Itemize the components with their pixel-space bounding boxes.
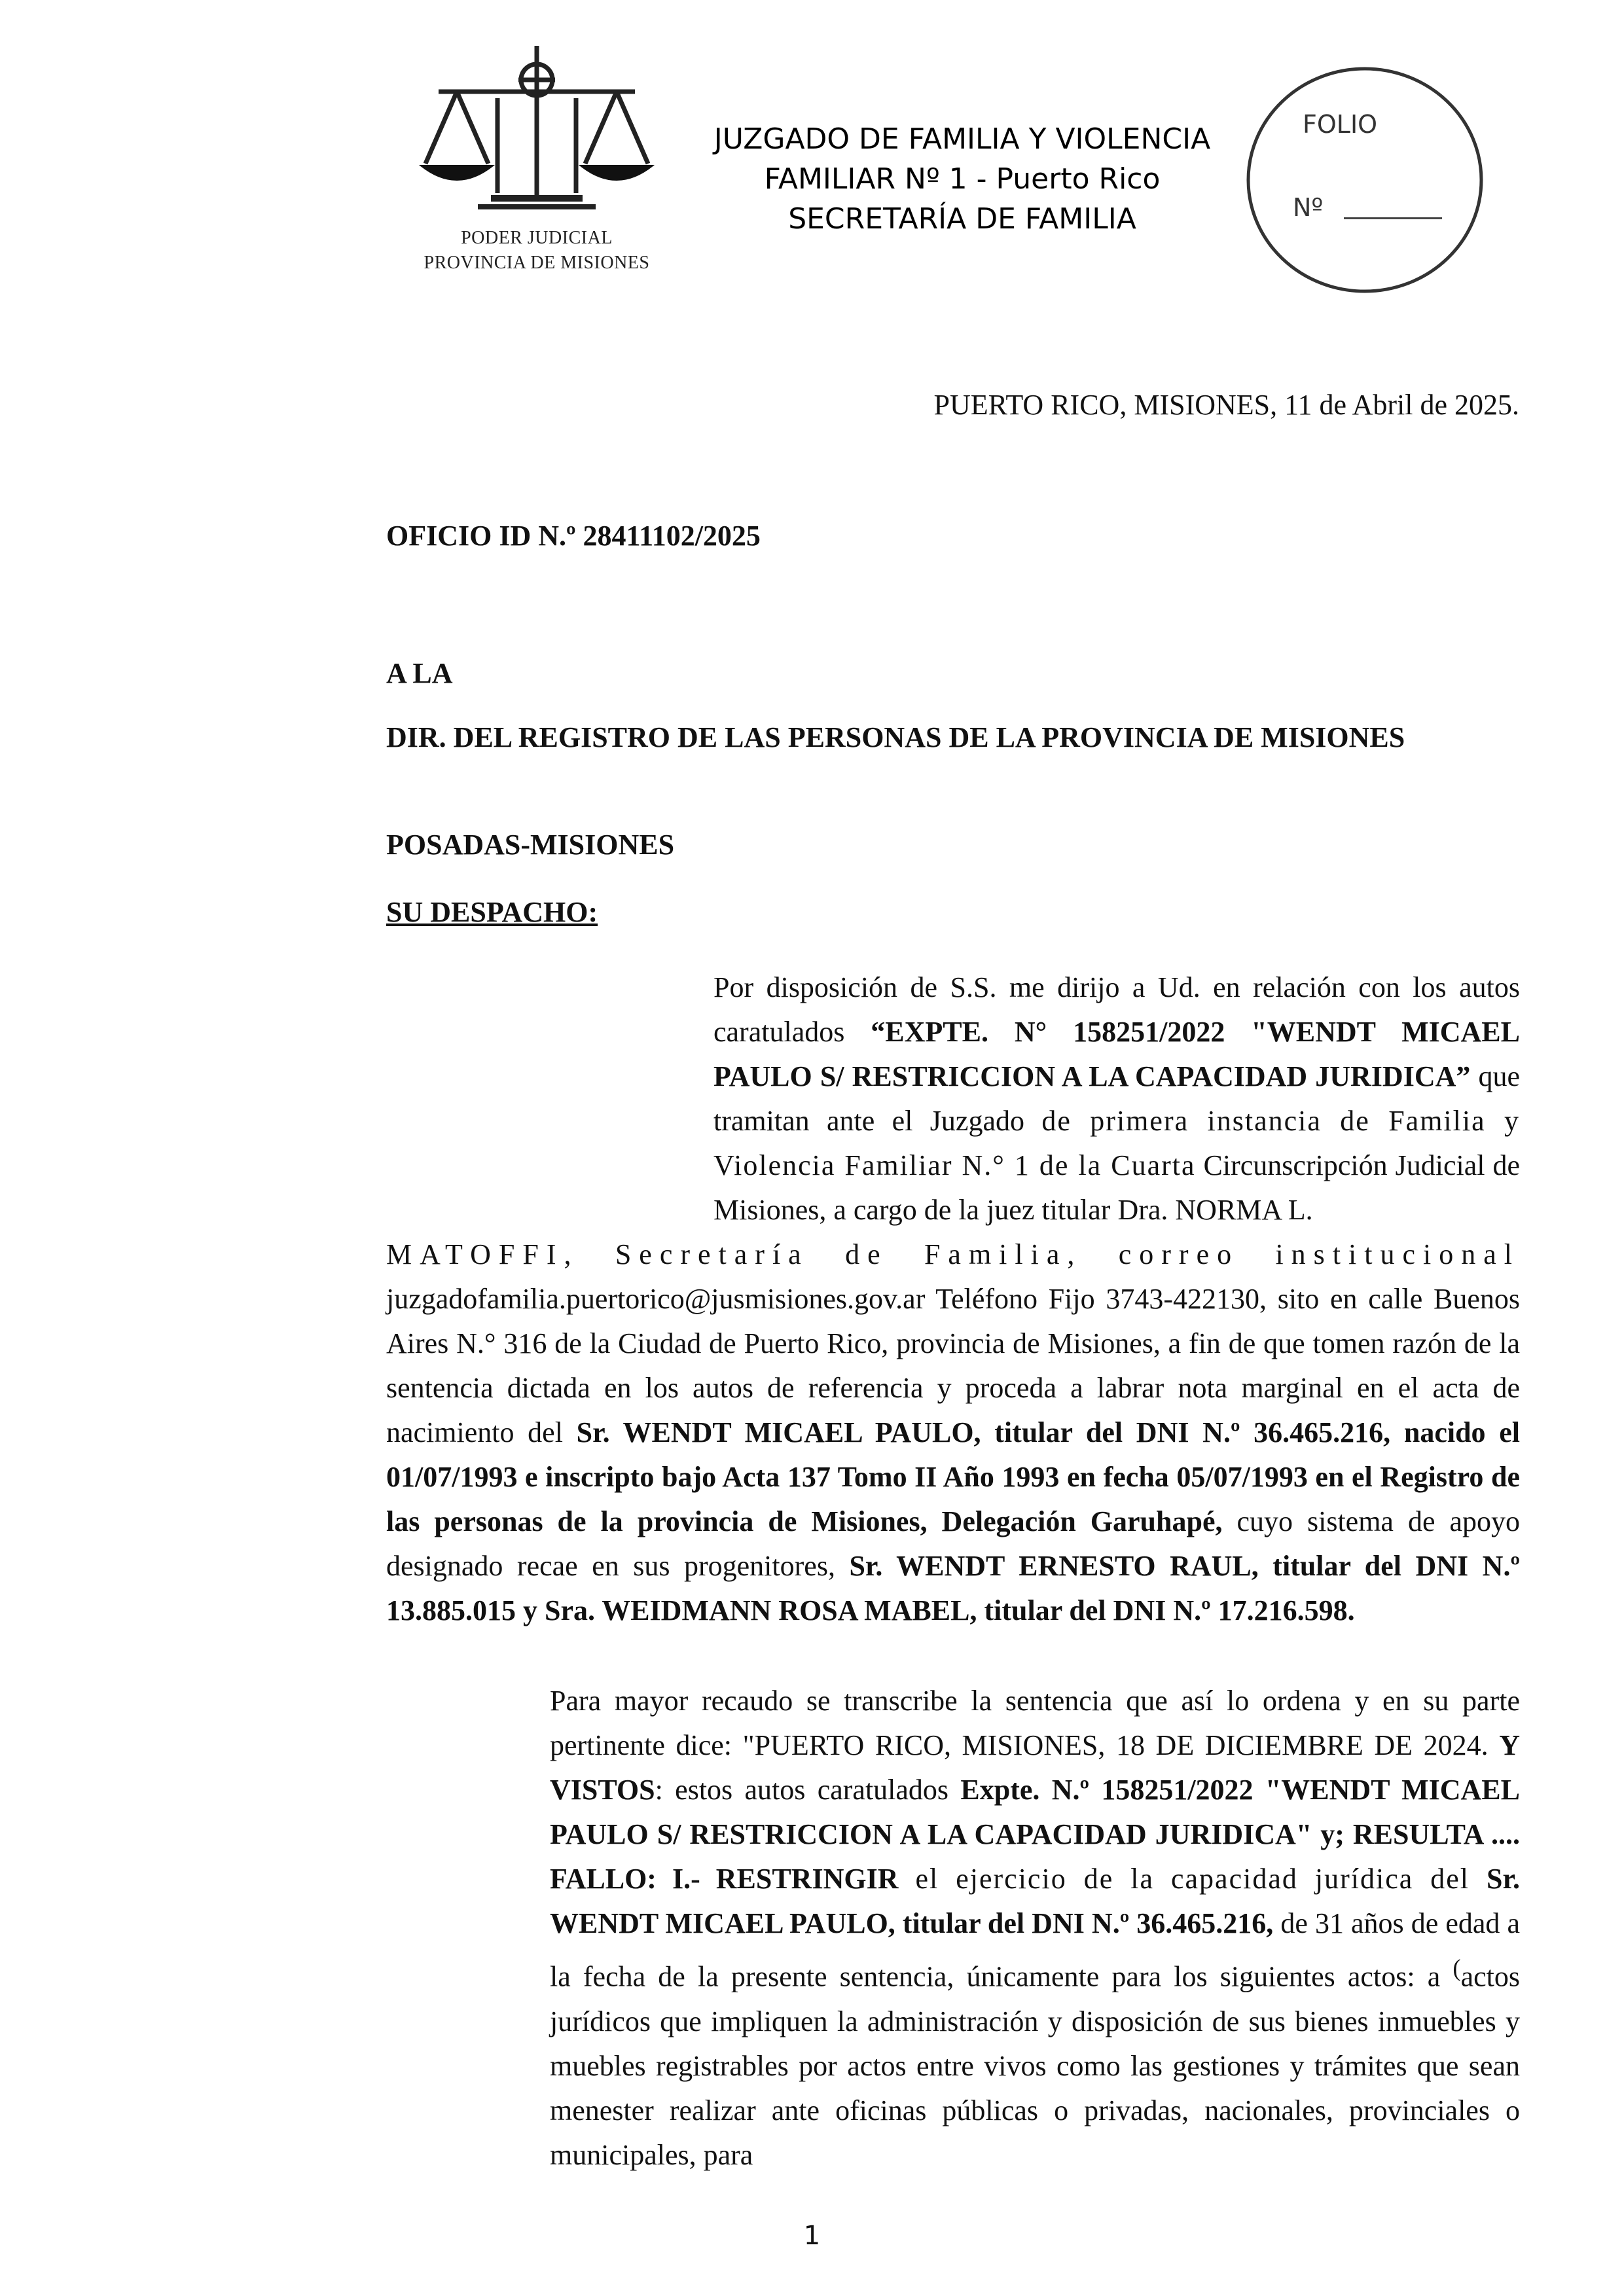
para2-text: actos jurídicos que impliquen la administración y disposición de sus bienes inmuebles y muebles registrables por actos entre vivos como las gestiones y trámites que sean menester realizar ante oficinas públicas o privadas, nacionales, provinciales o municipales, para	[550, 1960, 1520, 2171]
logo-caption	[399, 226, 674, 276]
para2-case-ruling: Expte. N.º 158251/2022 "WENDT MICAEL PAULO S/ RESTRICCION A LA CAPACIDAD JURIDICA" y; RESULTA .... FALLO: I.- RESTRINGIR	[550, 1774, 1520, 1895]
recipient-directorate: DIR. DEL REGISTRO DE LAS PERSONAS DE LA PROVINCIA DE MISIONES	[386, 721, 1405, 753]
logo-caption-line: PODER JUDICIAL	[461, 228, 613, 248]
para2-person: Sr. WENDT MICAEL PAULO, titular del DNI N.º 36.465.216,	[550, 1863, 1520, 1939]
para1-person-details: Sr. WENDT MICAEL PAULO, titular del DNI N.º 36.465.216, nacido el 01/07/1993 e inscripto bajo Acta 137 Tomo II Año 1993 en fecha 05/07/1993 en el Registro de las personas de la provincia de Misiones, Delegación Garuhapé,	[386, 1416, 1520, 1537]
para1-text: Por disposición de S.S. me dirijo a Ud. en relación con los autos caratulados	[713, 971, 1520, 1048]
folio-number-label: Nº	[1293, 193, 1324, 222]
logo-caption-line: PROVINCIA DE MISIONES	[424, 253, 650, 273]
recipient-city: POSADAS-MISIONES	[386, 829, 675, 861]
court-header-line: JUZGADO DE FAMILIA Y VIOLENCIA	[713, 122, 1211, 156]
folio-stamp-circle-icon	[1240, 62, 1489, 298]
para2-text: : estos autos caratulados	[655, 1774, 961, 1806]
body-paragraph-1	[386, 965, 1520, 1633]
para2-text: Para mayor recaudo se transcribe la sentencia que así lo ordena y en su parte pertinente dice: "PUERTO RICO, MISIONES, 18 DE DICIEMBRE DE 2024.	[550, 1685, 1520, 1761]
para2-text: el ejercicio de la capacidad jurídica del	[898, 1863, 1487, 1895]
para2-text: de 31 años de edad a la fecha de la presente sentencia, únicamente para los siguientes actos: a	[550, 1907, 1520, 1993]
folio-number-line	[1344, 217, 1442, 219]
page-number: 1	[803, 2221, 821, 2251]
document-date: PUERTO RICO, MISIONES, 11 de Abril de 2025.	[933, 389, 1519, 421]
court-header-line: SECRETARÍA DE FAMILIA	[788, 202, 1136, 236]
folio-label: FOLIO	[1303, 110, 1378, 139]
para1-text: cuyo sistema de apoyo designado recae en sus progenitores,	[386, 1505, 1520, 1582]
para2-vistos: Y VISTOS	[550, 1729, 1520, 1806]
body-paragraph-2	[386, 1679, 1520, 2178]
court-header	[668, 119, 1257, 239]
court-header-line: FAMILIAR Nº 1 - Puerto Rico	[764, 162, 1161, 196]
para1-text: juzgadofamilia.puertorico@jusmisiones.gov.ar Teléfono Fijo 3743-422130, sito en calle Buenos Aires N.° 316 de la Ciudad de Puerto Rico, provincia de Misiones, a fin de que tomen razón de la sentencia dictada en los autos de referencia y proceda a labrar nota marginal en el acta de nacimiento del	[386, 1283, 1520, 1448]
para1-spaced-line: MATOFFI, Secretaría de Familia, correo institucional	[386, 1238, 1520, 1270]
para1-text: que tramitan ante el Juzgado	[713, 1060, 1521, 1137]
para1-case-title: “EXPTE. N° 158251/2022 "WENDT MICAEL PAULO S/ RESTRICCION A LA CAPACIDAD JURIDICA”	[713, 1016, 1520, 1092]
oficio-id: OFICIO ID N.º 28411102/2025	[386, 520, 761, 552]
recipient-prefix: A LA	[386, 657, 453, 689]
para1-text: de primera instancia de Familia y Violencia Familiar N.° 1 de la Cuarta	[713, 1105, 1521, 1181]
para1-text: Circunscripción Judicial de Misiones, a cargo de la juez titular Dra. NORMA L.	[713, 1149, 1521, 1226]
recipient-despacho: SU DESPACHO:	[386, 896, 598, 928]
para2-superscript-paren: (	[1453, 1954, 1461, 1981]
para1-support-persons: Sr. WENDT ERNESTO RAUL, titular del DNI N.º 13.885.015 y Sra. WEIDMANN ROSA MABEL, titular del DNI N.º 17.216.598.	[386, 1550, 1520, 1626]
